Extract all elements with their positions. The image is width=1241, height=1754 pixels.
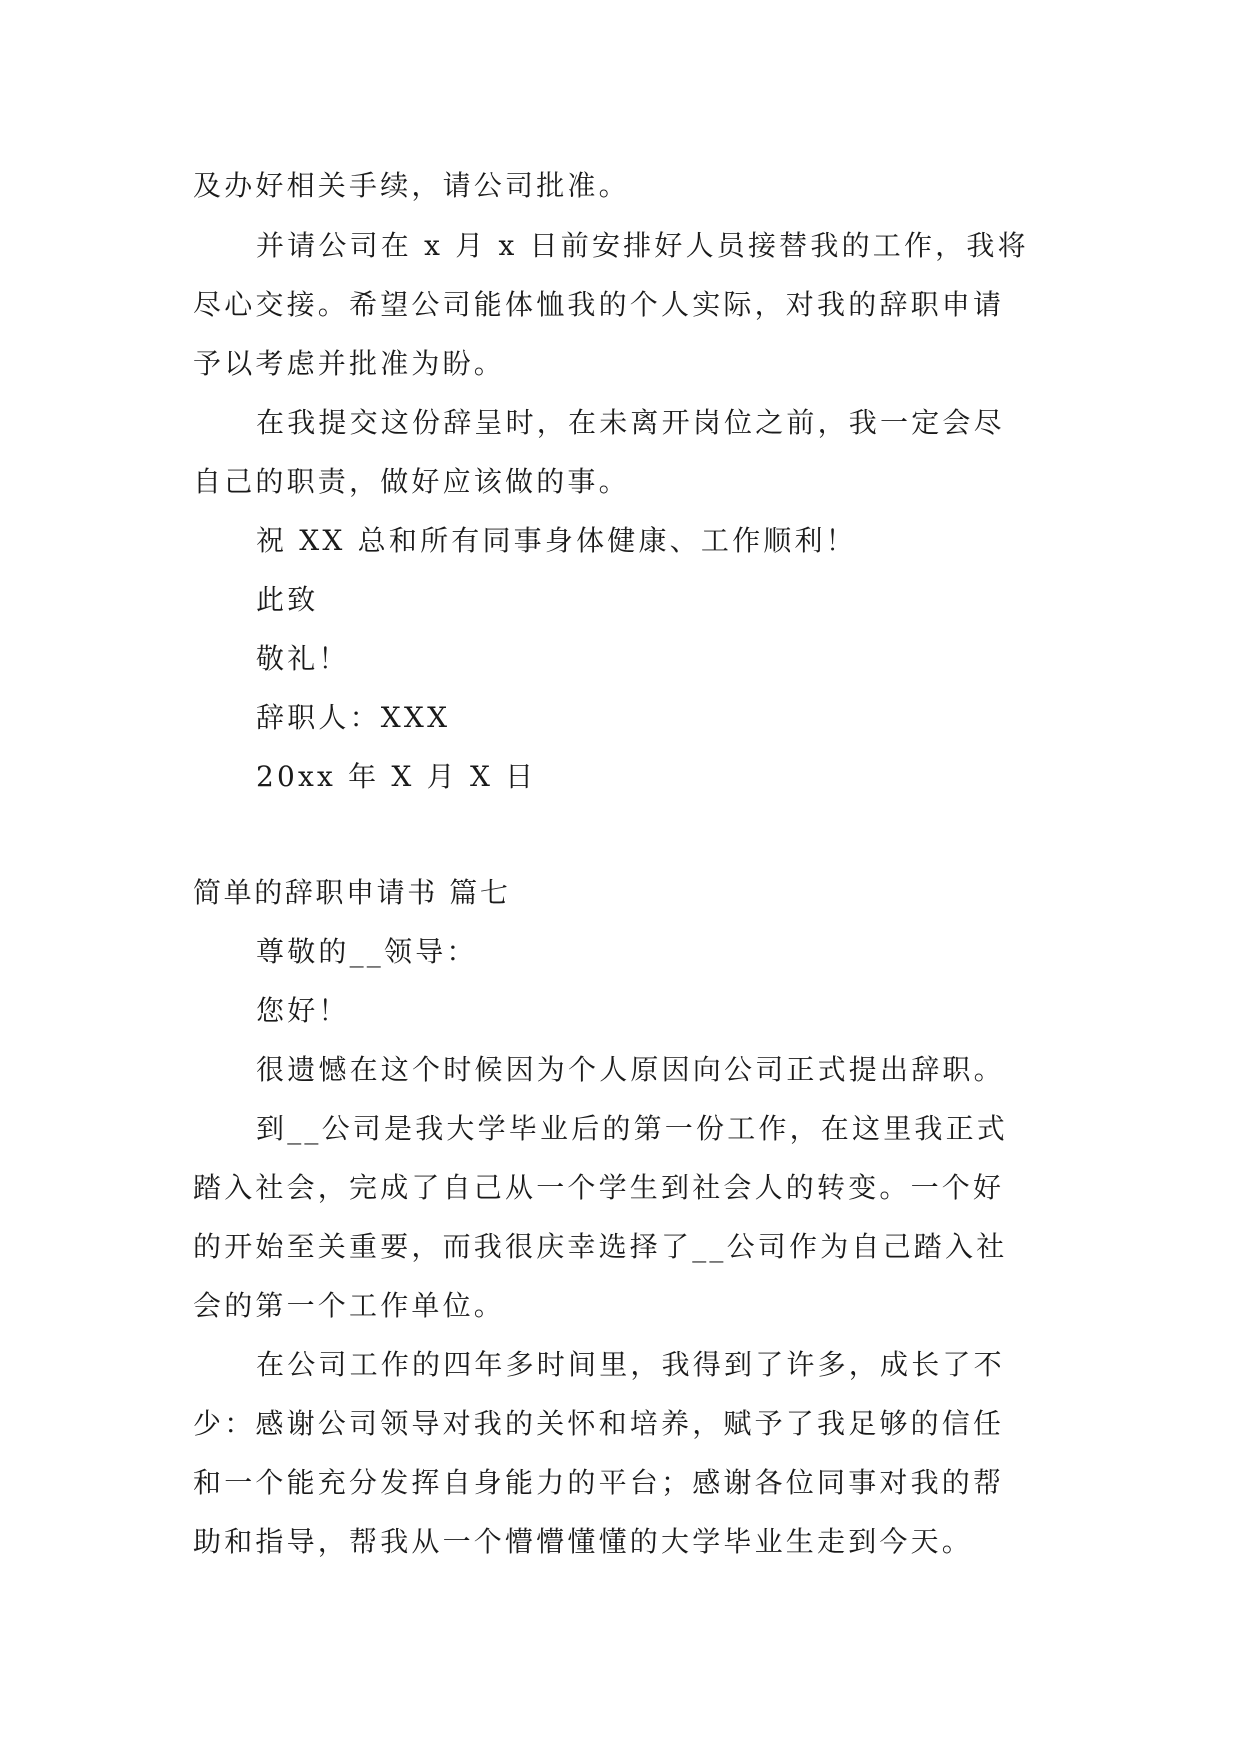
paragraph-line: 及办好相关手续，请公司批准。 [193,169,630,202]
paragraph-line: 并请公司在 x 月 x 日前安排好人员接替我的工作，我将 [256,229,1029,262]
paragraph-line: 会的第一个工作单位。 [193,1289,506,1322]
paragraph-line: 予以考虑并批准为盼。 [193,347,506,380]
signature-name: 辞职人：XXX [256,701,451,734]
signature-date: 20xx 年 X 月 X 日 [256,760,537,793]
paragraph-line: 尽心交接。希望公司能体恤我的个人实际，对我的辞职申请 [193,288,1005,321]
closing-salutation: 此致 [256,583,319,616]
paragraph-line: 到__公司是我大学毕业后的第一份工作，在这里我正式 [256,1112,1009,1145]
paragraph-line: 自己的职责，做好应该做的事。 [193,465,630,498]
greeting: 您好！ [256,994,350,1027]
paragraph-line: 很遗憾在这个时候因为个人原因向公司正式提出辞职。 [256,1053,1005,1086]
paragraph-line: 助和指导，帮我从一个懵懵懂懂的大学毕业生走到今天。 [193,1525,974,1558]
section-title: 简单的辞职申请书 篇七 [193,876,511,909]
greeting-recipient: 尊敬的__领导： [256,935,478,968]
paragraph-line: 的开始至关重要，而我很庆幸选择了__公司作为自己踏入社 [193,1230,1008,1263]
paragraph-line: 踏入社会，完成了自己从一个学生到社会人的转变。一个好 [193,1171,1005,1204]
closing-regards: 敬礼！ [256,642,350,675]
paragraph-line: 在公司工作的四年多时间里，我得到了许多，成长了不 [256,1348,1005,1381]
paragraph-line: 少：感谢公司领导对我的关怀和培养，赋予了我足够的信任 [193,1407,1005,1440]
paragraph-line: 和一个能充分发挥自身能力的平台；感谢各位同事对我的帮 [193,1466,1005,1499]
paragraph-line: 在我提交这份辞呈时，在未离开岗位之前，我一定会尽 [256,406,1005,439]
closing-wish: 祝 XX 总和所有同事身体健康、工作顺利！ [256,524,857,557]
